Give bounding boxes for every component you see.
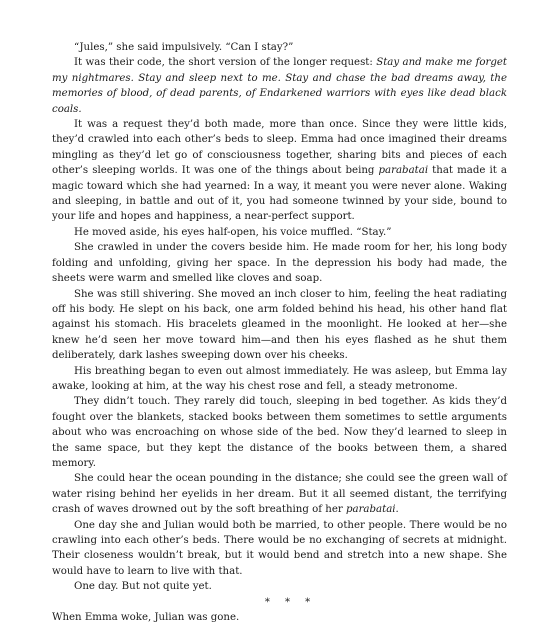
text-run: When Emma woke, Julian was gone. [52, 612, 240, 624]
text-run: One day. But not quite yet. [74, 581, 212, 593]
text-run: “Jules,” she said impulsively. “Can I stay?” [74, 42, 294, 53]
text-run: One day she and Julian would both be married, to other people. There would be no crawling into each other’s beds. There would be no exchanging of secrets at midnight. Their closeness wouldn’t break, but it would bend and stretch into a new shape. She would have to learn to live with that. [52, 519, 507, 577]
text-run: They didn’t touch. They rarely did touch, sleeping in bed together. As kids they’d fought over the blankets, stacked books between them sometimes to settle arguments about who was encroaching on whose side of the bed. Now they’d learned to sleep in the same space, but they kept the distance of the books between them, a shared memory. [52, 396, 507, 469]
text-run: It was their code, the short version of the longer request: [74, 57, 377, 69]
closing-paragraph [52, 610, 507, 625]
book-page [52, 40, 507, 625]
section-break: * * * [264, 596, 317, 608]
text-run: She could hear the ocean pounding in the distance; she could see the green wall of water rising behind her eyelids in her dream. But it all seemed distant, the terrifying crash of waves drowned out by the soft breathing of her [52, 473, 507, 516]
body-text [52, 40, 507, 595]
paragraph [52, 287, 507, 364]
italic-text: parabatai [345, 504, 396, 516]
text-run: that made it a magic toward which she had yearned: In a way, it meant you were never alone. Waking and sleeping, in battle and out of it, you had someone twinned by your side, bound to your life and hopes and happiness, a near-perfect support. [52, 165, 507, 223]
paragraph [52, 40, 507, 55]
paragraph [52, 394, 507, 471]
text-run: She was still shivering. She moved an inch closer to him, feeling the heat radiating off his body. He slept on his back, one arm folded behind his head, his other hand flat against his stomach. His bracelets gleamed in the moonlight. He looked at her—she knew he’d seen her move toward him—and then his eyes flashed as he shut them deliberately, dark lashes sweeping down over his cheeks. [52, 288, 507, 362]
paragraph [52, 240, 507, 286]
paragraph [52, 471, 507, 517]
italic-text: Stay and make me forget my nightmares. Stay and sleep next to me. Stay and chase the bad dreams away, the memories of blood, of dead parents, of Endarkened warriors with eyes like dead black coals. [52, 57, 507, 115]
text-run: . [395, 504, 399, 516]
italic-text: parabatai [378, 165, 429, 177]
paragraph [52, 117, 507, 225]
text-run: She crawled in under the covers beside him. He made room for her, his long body folding and unfolding, giving her space. In the depression his body had made, the sheets were warm and smelled like cloves and soap. [52, 242, 507, 285]
paragraph [52, 225, 507, 240]
paragraph [52, 364, 507, 395]
text-run: He moved aside, his eyes half-open, his voice muffled. “Stay.” [74, 226, 392, 238]
text-run: It was a request they’d both made, more than once. Since they were little kids, they’d crawled into each other’s beds to sleep. Emma had once imagined their dreams mingling as they’d let go of consciousness together, sharing bits and pieces of each other’s sleeping worlds. It was one of the things about being [52, 119, 507, 177]
paragraph [52, 55, 507, 117]
paragraph [52, 579, 507, 594]
text-run: His breathing began to even out almost immediately. He was asleep, but Emma lay awake, looking at him, at the way his chest rose and fell, a steady metronome. [52, 365, 507, 392]
paragraph [52, 518, 507, 580]
closing-text [52, 610, 507, 625]
